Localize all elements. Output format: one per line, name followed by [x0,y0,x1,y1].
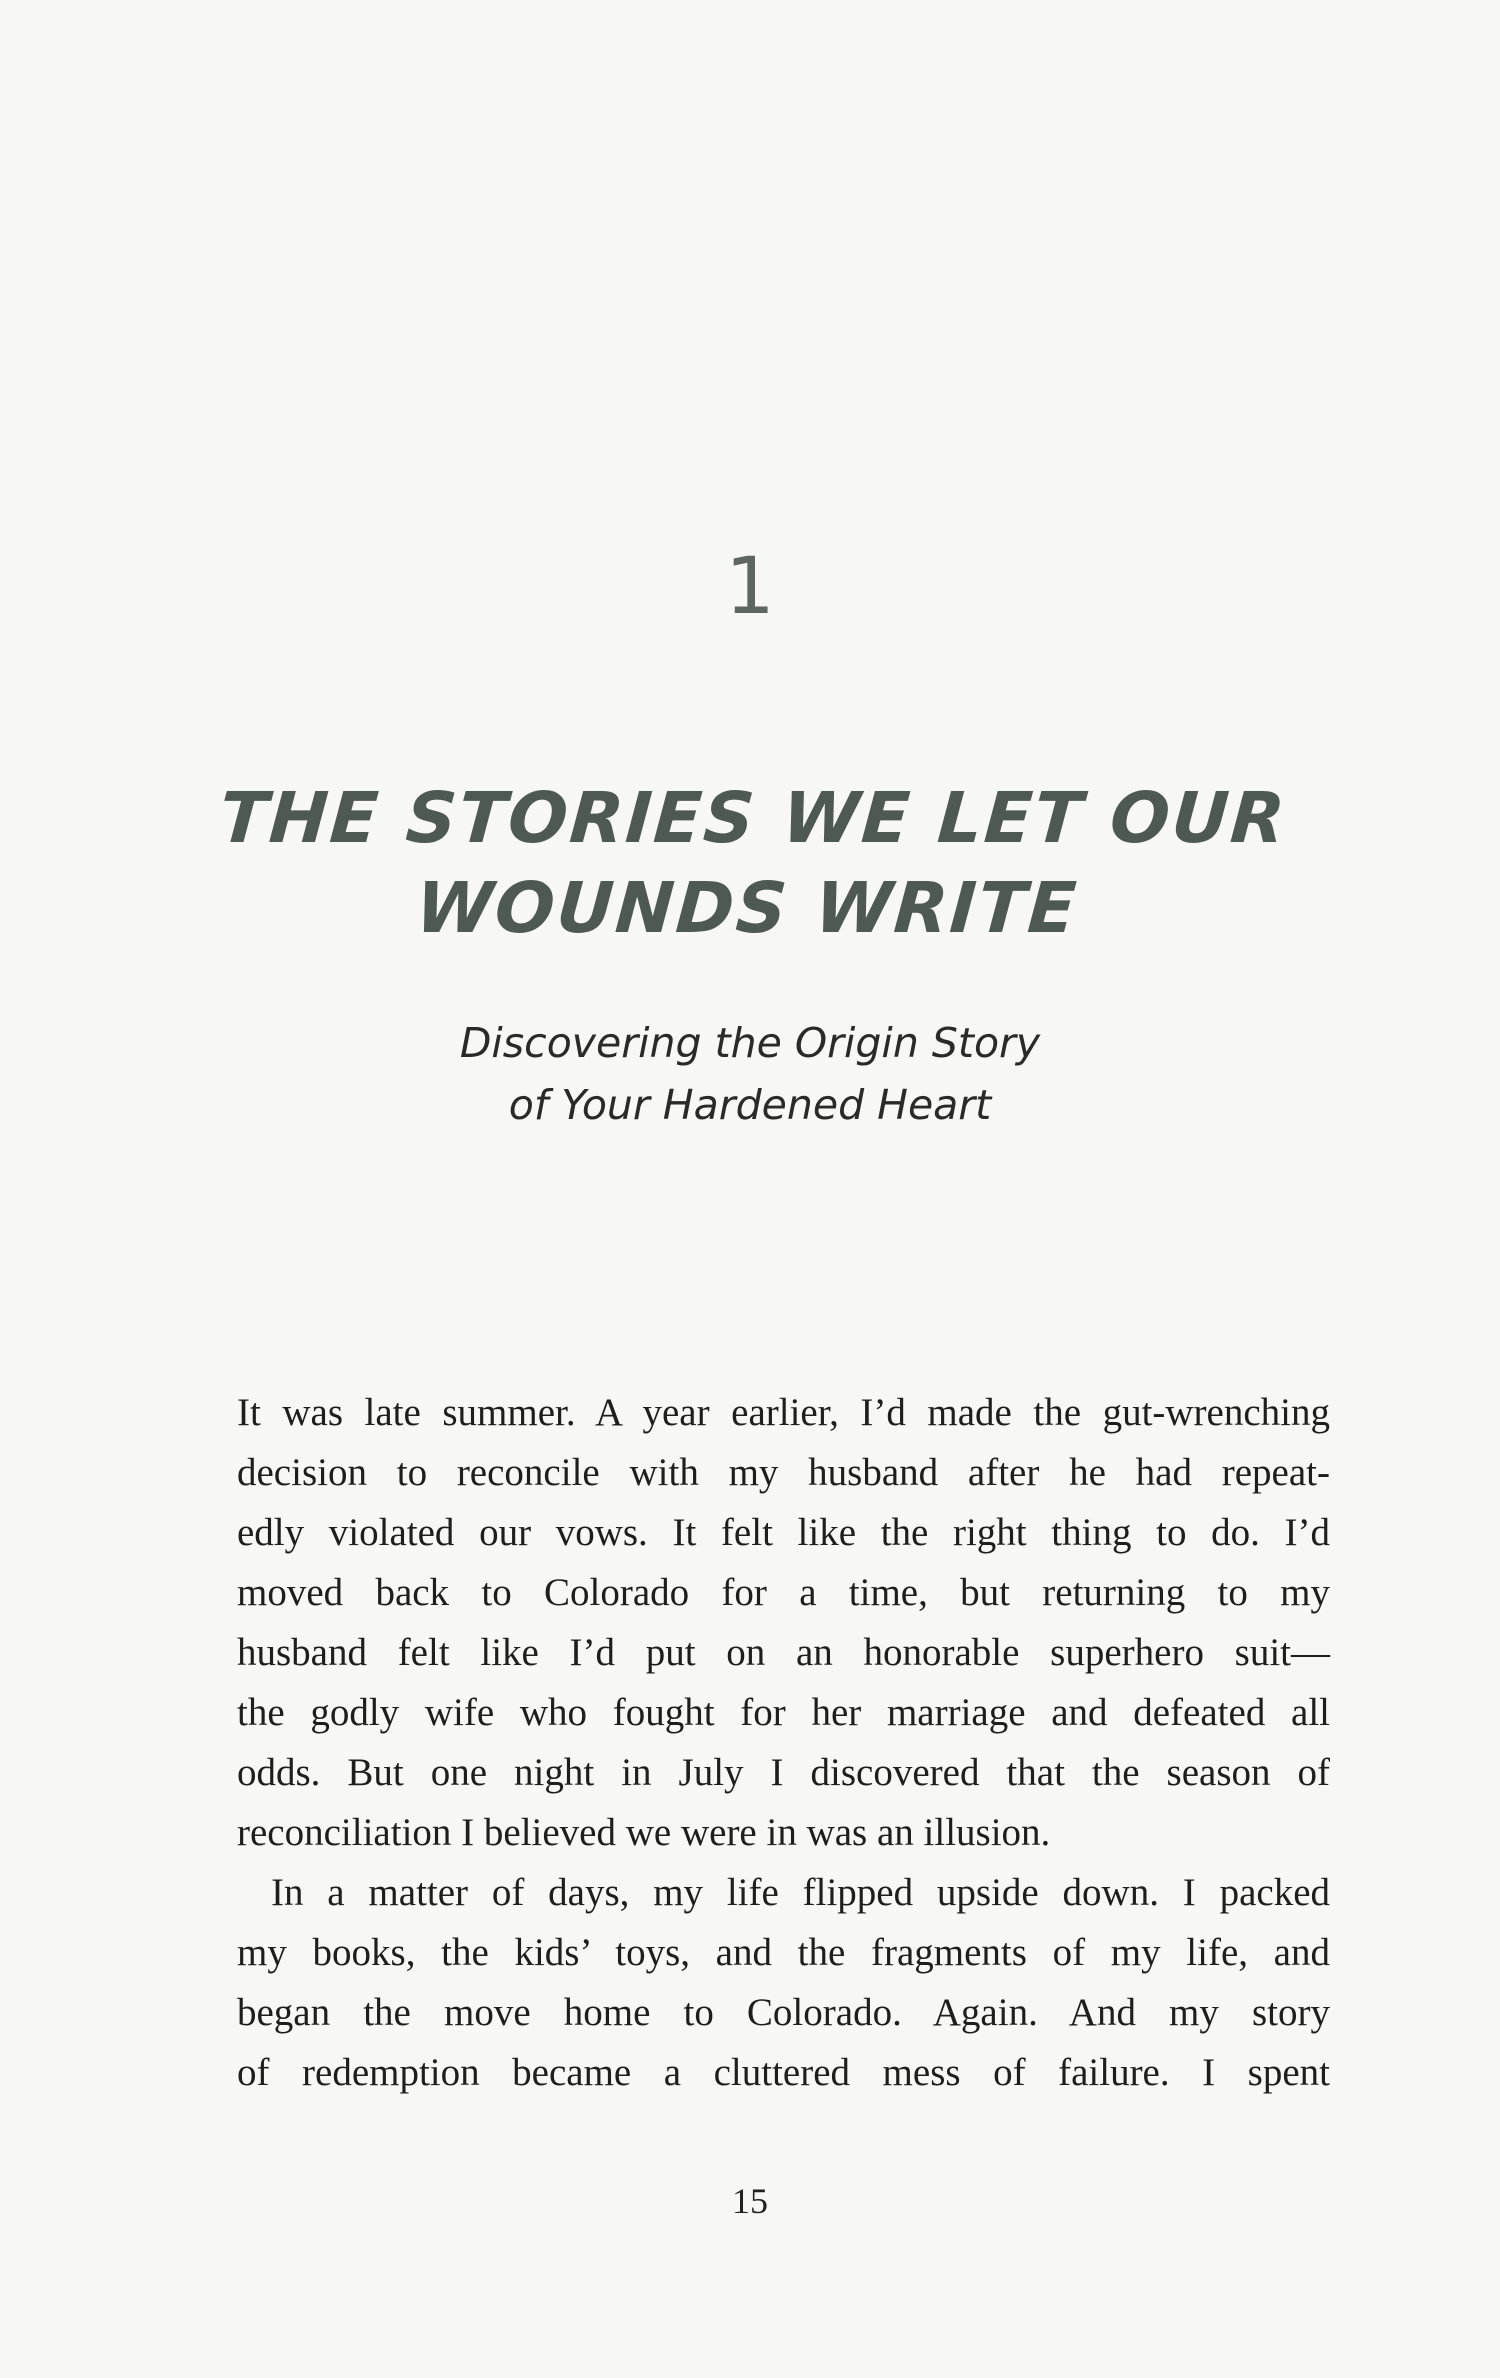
body-line: It was late summer. A year earlier, I’d made the gut-wrenching [237,1391,1330,1434]
chapter-subtitle [300,1012,1200,1136]
body-text [237,1383,1330,2103]
page-number: 15 [732,2181,768,2221]
body-line: my books, the kids’ toys, and the fragments of my life, and [237,1931,1330,1974]
chapter-title-line-1: THE STORIES WE LET OUR [216,777,1290,859]
body-line: In a matter of days, my life flipped upside down. I packed [271,1871,1330,1914]
body-line: husband felt like I’d put on an honorable superhero suit— [237,1631,1330,1674]
chapter-subtitle-line-1: Discovering the Origin Story [459,1019,1041,1067]
paragraph-2 [237,1863,1330,2103]
body-line: odds. But one night in July I discovered that the season of [237,1751,1330,1794]
chapter-number: 1 [725,542,775,632]
body-line: decision to reconcile with my husband after he had repeat- [237,1451,1330,1494]
body-line: began the move home to Colorado. Again. And my story [237,1991,1330,2034]
chapter-title [174,773,1327,953]
body-line: reconciliation I believed we were in was an illusion. [237,1811,1051,1854]
body-line: edly violated our vows. It felt like the right thing to do. I’d [237,1511,1330,1554]
paragraph-1 [237,1383,1330,1863]
body-line: moved back to Colorado for a time, but returning to my [237,1571,1330,1614]
chapter-subtitle-line-2: of Your Hardened Heart [508,1081,992,1129]
chapter-title-line-2: WOUNDS WRITE [413,867,1081,949]
body-line: the godly wife who fought for her marriage and defeated all [237,1691,1330,1734]
body-line: of redemption became a cluttered mess of failure. I spent [237,2051,1330,2094]
